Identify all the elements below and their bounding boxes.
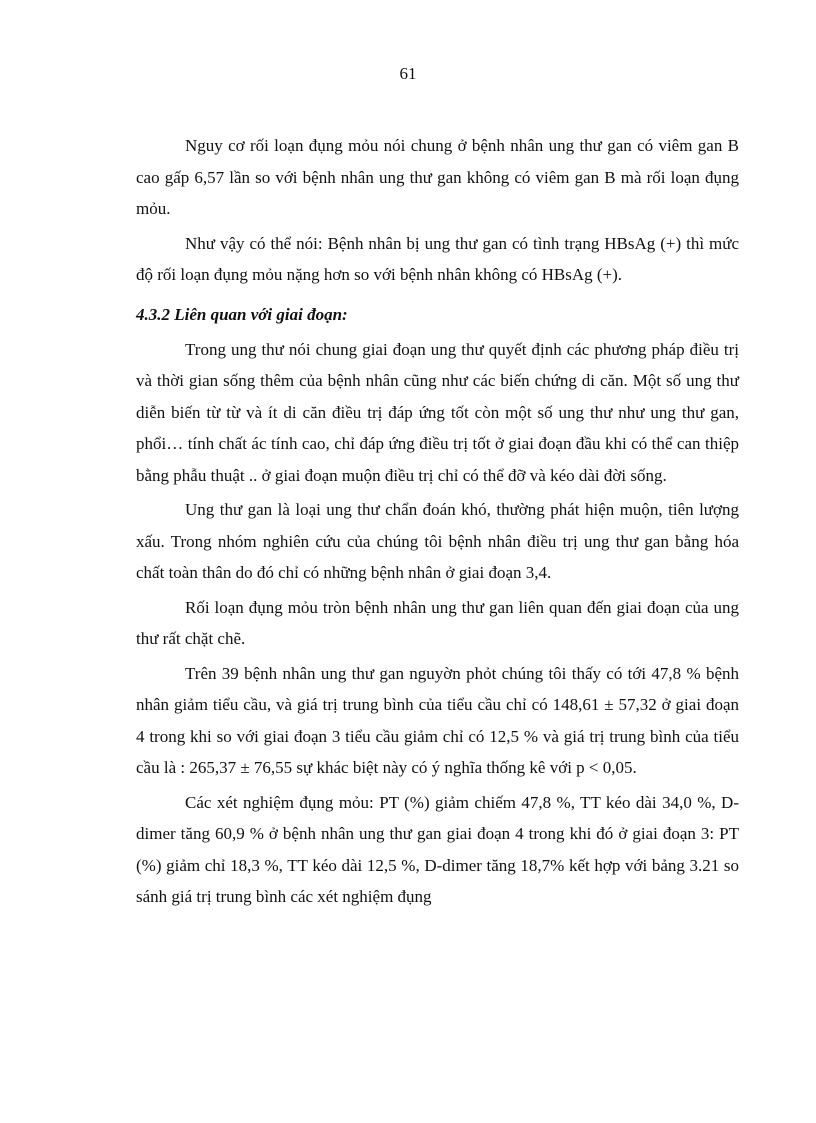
paragraph: Trong ung thư nói chung giai đoạn ung thư quyết định các phương pháp điều trị và thời gian sống thêm của bệnh nhân cũng như các biến chứng di căn. Một số ung thư diễn biến từ từ và ít di căn điều trị đáp ứng tốt còn một số ung thư như ung thư gan, phổi… tính chất ác tính cao, chỉ đáp ứng điều trị tốt ở giai đoạn đầu khi có thể can thiệp bằng phẫu thuật .. ở giai đoạn muộn điều trị chỉ có thể đỡ và kéo dài đời sống. (136, 339, 739, 485)
body-text (136, 130, 739, 916)
paragraph: Rối loạn đụng mỏu tròn bệnh nhân ung thư gan liên quan đến giai đoạn của ung thư rất chặt chẽ. (136, 597, 739, 648)
section-heading: 4.3.2 Liên quan với giai đoạn: (136, 304, 348, 324)
paragraph: Các xét nghiệm đụng mỏu: PT (%) giảm chiếm 47,8 %, TT kéo dài 34,0 %, D-dimer tăng 60,9 % ở bệnh nhân ung thư gan giai đoạn 4 trong khi đó ở giai đoạn 3: PT (%) giảm chỉ 18,3 %, TT kéo dài 12,5 %, D-dimer tăng 18,7% kết hợp với bảng 3.21 so sánh giá trị trung bình các xét nghiệm đụng (136, 792, 739, 906)
paragraph: Nguy cơ rối loạn đụng mỏu nói chung ở bệnh nhân ung thư gan có viêm gan B cao gấp 6,57 lần so với bệnh nhân ung thư gan không có viêm gan B mà rối loạn đụng mỏu. (136, 136, 739, 218)
paragraph: Trên 39 bệnh nhân ung thư gan nguyờn phỏt chúng tôi thấy có tới 47,8 % bệnh nhân giảm tiểu cầu, và giá trị trung bình của tiểu cầu chỉ có 148,61 ± 57,32 ở giai đoạn 4 trong khi so với giai đoạn 3 tiểu cầu giảm chỉ có 12,5 % và giá trị trung bình của tiểu cầu là : 265,37 ± 76,55 sự khác biệt này có ý nghĩa thống kê với p < 0,05. (136, 663, 739, 777)
paragraph: Như vậy có thể nói: Bệnh nhân bị ung thư gan có tình trạng HBsAg (+) thì mức độ rối loạn đụng mỏu nặng hơn so với bệnh nhân không có HBsAg (+). (136, 233, 739, 284)
page-number: 61 (399, 64, 417, 83)
paragraph: Ung thư gan là loại ung thư chẩn đoán khó, thường phát hiện muộn, tiên lượng xấu. Trong nhóm nghiên cứu của chúng tôi bệnh nhân điều trị ung thư gan bằng hóa chất toàn thân do đó chỉ có những bệnh nhân ở giai đoạn 3,4. (136, 500, 739, 582)
